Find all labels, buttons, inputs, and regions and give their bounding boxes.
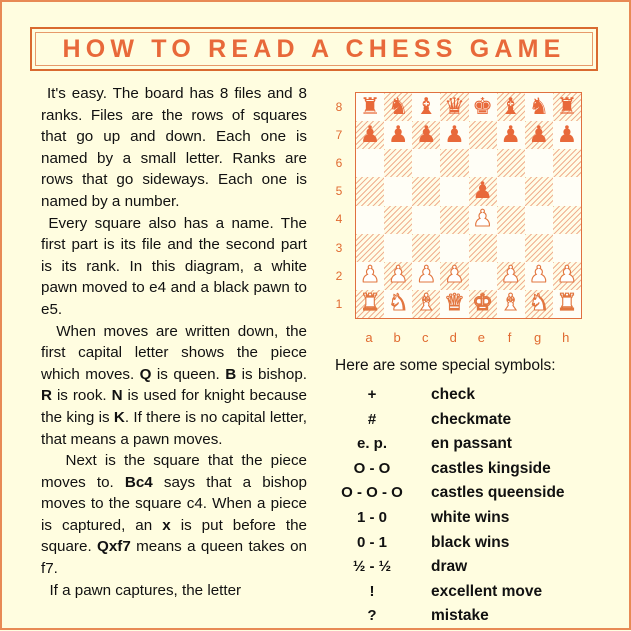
square-f1 [497,290,525,318]
square-b8 [384,93,412,121]
square-c3 [412,234,440,262]
black-pawn-icon: ♟ [387,121,409,148]
file-label: d [449,330,457,345]
file-label: c [421,330,429,345]
square-e3 [469,234,497,262]
black-knight-icon: ♞ [387,93,409,120]
symbol-meaning: checkmate [431,410,512,428]
white-knight-icon: ♞ [387,290,409,317]
white-pawn-icon: ♟ [416,262,437,289]
square-a4 [356,206,384,234]
white-rook-icon: ♜ [359,290,381,317]
symbol-row [333,460,613,484]
square-d5 [440,177,468,205]
square-c6 [412,149,440,177]
square-d1 [440,290,468,318]
symbol-notation: ! [369,582,375,600]
article-text [41,83,307,601]
square-f4 [497,206,525,234]
square-h5 [553,177,581,205]
symbol-notation: # [367,410,377,428]
square-e2 [469,262,497,290]
symbol-row [333,435,613,459]
chess-board [355,92,582,319]
file-label: h [562,330,570,345]
white-bishop-icon: ♝ [500,290,521,317]
square-g7 [525,121,553,149]
square-f2 [497,262,525,290]
square-h3 [553,234,581,262]
black-bishop-icon: ♝ [500,93,521,120]
title-banner [30,27,598,71]
square-h8 [553,93,581,121]
rank-label: 6 [335,156,343,171]
paragraph-4: Next is the square that the piece moves to. Bc4 says that a bishop moves to the square c4. When a piece is captured, an x is put before the square. Qxf7 means a queen takes on f7. [41,452,307,578]
white-pawn-icon: ♟ [528,262,550,289]
symbol-row [333,411,613,435]
black-rook-icon: ♜ [359,93,381,120]
symbol-meaning: check [431,386,475,403]
symbol-notation: + [367,386,377,403]
rank-label: 2 [335,268,343,283]
square-g1 [525,290,553,318]
symbol-row [333,484,613,508]
black-knight-icon: ♞ [528,93,550,120]
black-pawn-icon: ♟ [416,121,437,148]
white-king-icon: ♚ [472,290,493,317]
rank-label: 1 [335,296,343,311]
file-label: g [533,330,542,345]
file-label: b [393,330,401,345]
symbol-row [333,386,613,410]
square-e4 [469,206,497,234]
square-e7 [469,121,497,149]
symbol-meaning: castles kingside [431,459,551,477]
symbol-row [333,509,613,533]
symbols-heading: Here are some special symbols: [335,357,556,374]
rank-label: 4 [335,212,343,227]
file-label: a [365,330,373,345]
symbol-row [333,534,613,558]
square-c2 [412,262,440,290]
symbol-row [333,558,613,582]
square-a1 [356,290,384,318]
square-b6 [384,149,412,177]
square-h1 [553,290,581,318]
black-queen-icon: ♛ [444,93,465,120]
square-d4 [440,206,468,234]
square-a5 [356,177,384,205]
white-pawn-icon: ♟ [359,262,381,289]
black-pawn-icon: ♟ [444,121,465,148]
symbol-notation: e. p. [356,435,387,453]
square-d3 [440,234,468,262]
rank-label: 3 [335,240,343,255]
white-knight-icon: ♞ [528,290,550,317]
square-e8 [469,93,497,121]
square-c4 [412,206,440,234]
paragraph-2: Every square also has a name. The first part is its file and the second part is its rank. In this diagram, a white pawn moved to e4 and a black pawn to e5. [41,214,307,318]
symbol-notation: 0 - 1 [356,533,387,551]
square-c7 [412,121,440,149]
square-c8 [412,93,440,121]
square-d8 [440,93,468,121]
black-pawn-icon: ♟ [359,121,381,148]
symbol-notation: ? [367,607,377,625]
square-g6 [525,149,553,177]
rank-label: 7 [335,128,343,143]
square-f8 [497,93,525,121]
square-e5 [469,177,497,205]
square-b5 [384,177,412,205]
symbol-notation: ½ - ½ [352,558,392,576]
square-e1 [469,290,497,318]
symbol-meaning: excellent move [431,582,543,600]
square-b1 [384,290,412,318]
page-title: HOW TO READ A CHESS GAME [62,34,566,63]
white-pawn-icon: ♟ [444,262,465,289]
square-f5 [497,177,525,205]
square-g8 [525,93,553,121]
paragraph-5: If a pawn captures, the letter [49,581,242,599]
square-h7 [553,121,581,149]
square-d7 [440,121,468,149]
symbol-notation: O - O [353,459,391,477]
rank-label: 5 [335,184,343,199]
square-h6 [553,149,581,177]
black-pawn-icon: ♟ [472,177,493,204]
square-b2 [384,262,412,290]
paragraph-1: It's easy. The board has 8 files and 8 ranks. Files are the rows of squares that go up and down. Each one is named by a small letter. Ranks are rows that go sideways. Each one is named by a number. [41,85,307,210]
symbol-row [333,583,613,607]
black-rook-icon: ♜ [556,93,578,120]
square-g3 [525,234,553,262]
white-pawn-icon: ♟ [500,262,521,289]
symbol-row [333,607,613,631]
square-f6 [497,149,525,177]
symbol-meaning: mistake [431,607,489,625]
symbol-notation: 1 - 0 [356,509,387,526]
square-b4 [384,206,412,234]
white-rook-icon: ♜ [556,290,578,317]
symbol-meaning: draw [431,558,468,576]
rank-label: 8 [335,100,343,114]
symbol-meaning: white wins [431,509,510,526]
square-a7 [356,121,384,149]
square-b7 [384,121,412,149]
file-label: f [507,330,512,345]
square-f7 [497,121,525,149]
square-g4 [525,206,553,234]
symbol-meaning: en passant [431,435,512,453]
square-d6 [440,149,468,177]
white-bishop-icon: ♝ [416,290,437,317]
black-bishop-icon: ♝ [416,93,437,120]
square-g2 [525,262,553,290]
square-g5 [525,177,553,205]
square-a2 [356,262,384,290]
square-a8 [356,93,384,121]
black-pawn-icon: ♟ [500,121,521,148]
paragraph-3: When moves are written down, the first capital letter shows the piece which moves. Q is queen. B is bishop. R is rook. N is used for knight because the king is K. If there is no capital letter, that means a pawn moves. [41,322,307,448]
square-c1 [412,290,440,318]
square-f3 [497,234,525,262]
black-pawn-icon: ♟ [528,121,550,148]
white-pawn-icon: ♟ [387,262,409,289]
square-h4 [553,206,581,234]
symbol-meaning: black wins [431,533,510,551]
white-pawn-icon: ♟ [556,262,578,289]
file-label: e [477,330,485,345]
square-h2 [553,262,581,290]
square-c5 [412,177,440,205]
white-pawn-icon: ♟ [472,206,493,233]
square-e6 [469,149,497,177]
black-pawn-icon: ♟ [556,121,578,148]
square-a3 [356,234,384,262]
white-queen-icon: ♛ [444,290,465,317]
square-a6 [356,149,384,177]
black-king-icon: ♚ [472,93,493,120]
square-b3 [384,234,412,262]
symbol-meaning: castles queenside [431,484,565,502]
symbol-notation: O - O - O [341,484,403,502]
square-d2 [440,262,468,290]
